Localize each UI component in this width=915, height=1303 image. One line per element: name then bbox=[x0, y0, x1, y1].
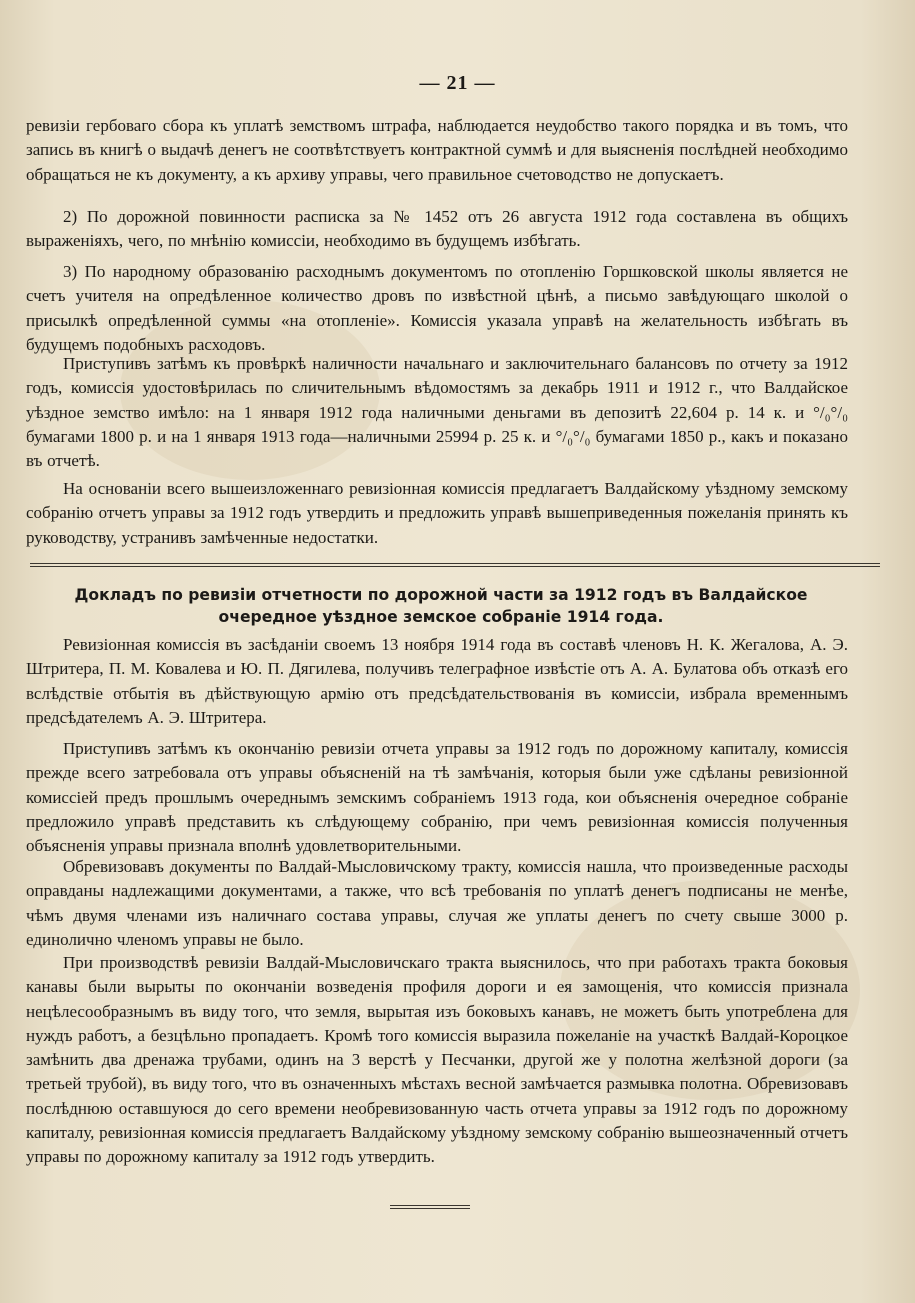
paragraph-block bbox=[26, 737, 848, 858]
paragraph-block bbox=[26, 205, 848, 254]
paragraph-road-duty: 2) По дорожной повинности расписка за № 1452 отъ 26 августа 1912 года составлена въ общихъ выраженіяхъ, чего, по мнѣнію комиссіи, необходимо въ будущемъ избѣгать. bbox=[26, 207, 848, 251]
paragraph-education: 3) По народному образованію расходнымъ документомъ по отопленію Горшковской школы является не счетъ учителя на опредѣленное количество дровъ по извѣстной цѣнѣ, а письмо завѣдующаго школой о присылкѣ опредѣленной суммы «на отопленіе». Комиссія указала управѣ на желательность избѣгать въ будущемъ подобныхъ расходовъ. bbox=[26, 262, 848, 354]
paragraph-block bbox=[26, 477, 848, 550]
paragraph-block bbox=[26, 114, 848, 187]
paragraph-commission-meeting: Ревизіонная комиссія въ засѣданіи своемъ 13 ноября 1914 года въ составѣ членовъ Н. К. Жегалова, А. Э. Штритера, П. М. Ковалева и Ю. П. Дягилева, получивъ телеграфное извѣстіе отъ А. А. Булатова объ отказѣ его вслѣдствіе отбытія въ дѣйствующую армію отъ предсѣдательствованія въ комиссіи, избрала временнымъ предсѣдателемъ А. Э. Штритера. bbox=[26, 635, 848, 727]
page-number: — 21 — bbox=[419, 72, 496, 94]
paragraph-block bbox=[26, 951, 848, 1170]
paragraph-conclusion: На основаніи всего вышеизложеннаго ревизіонная комиссія предлагаетъ Валдайскому уѣздному земскому собранію отчетъ управы за 1912 годъ утвердить и предложить управѣ вышеприведенныя пожеланія принять къ руководству, устранивъ замѣченные недостатки. bbox=[26, 479, 848, 547]
paragraph-continued: ревизіи гербоваго сбора къ уплатѣ земствомъ штрафа, наблюдается неудобство такого порядка и въ томъ, что запись въ книгѣ о выдачѣ денегъ не соотвѣтствуетъ контрактной суммѣ и для выясненія послѣдней необходимо обращаться не къ документу, а къ архиву управы, чего правильное счетоводство не допускаетъ. bbox=[26, 116, 848, 184]
paragraph-road-capital: Приступивъ затѣмъ къ окончанію ревизіи отчета управы за 1912 годъ по дорожному капиталу, комиссія прежде всего затребовала отъ управы объясненій на тѣ замѣчанія, которыя были уже сдѣланы ревизіонной комиссіей предъ прошлымъ очереднымъ земскимъ собраніемъ 1913 года, кои объясненія очередное собраніе предложило управѣ представить къ слѣдующему собранію, при чемъ ревизіонная комиссія полученныя объясненія управы признала вполнѣ удовлетворительными. bbox=[26, 739, 848, 856]
paragraph-balances: Приступивъ затѣмъ къ провѣркѣ наличности начальнаго и заключительнаго балансовъ по отчету за 1912 годъ, комиссія удостовѣрилась по сличительнымъ вѣдомостямъ за декабрь 1911 и 1912 г., что Валдайское уѣздное земство имѣло: на 1 января 1912 года наличными деньгами въ депозитѣ 22,604 р. 14 к. и °/₀°/₀ бумагами 1800 р. и на 1 января 1913 года—наличными 25994 р. 25 к. и °/₀°/₀ бумагами 1850 р., какъ и показано въ отчетѣ. bbox=[26, 354, 848, 471]
paragraph-tract-audit: При производствѣ ревизіи Валдай-Мысловичскаго тракта выяснилось, что при работахъ тракта боковыя канавы были вырыты по окончаніи возведенія профиля дороги и ея замощенія, что комиссія признала нецѣлесообразнымъ въ виду того, что земля, вырытая изъ боковыхъ канавъ, не можетъ быть употреблена для нуждъ работъ, а безцѣльно пропадаетъ. Кромѣ того комиссія выразила пожеланіе на участкѣ Валдай-Короцкое замѣнить два дренажа трубами, одинъ на 3 верстѣ у Песчанки, другой же у полотна желѣзной дороги (за третьей трубой), въ виду того, что въ означенныхъ мѣстахъ весной замѣчается размывка полотна. Обревизовавъ послѣднюю оставшуюся до сего времени необревизованную часть отчета управы за 1912 годъ по дорожному капиталу, ревизіонная комиссія предлагаетъ Валдайскому уѣздному земскому собранію вышеозначенный отчетъ управы по дорожному капиталу за 1912 годъ утвердить. bbox=[26, 953, 848, 1167]
report-heading: Докладъ по ревизіи отчетности по дорожной части за 1912 годъ въ Валдайское очередное уѣздное земское собраніе 1914 года. bbox=[74, 586, 808, 626]
section-divider bbox=[30, 563, 880, 567]
paragraph-block bbox=[26, 260, 848, 357]
paragraph-block bbox=[26, 855, 848, 952]
paragraph-block bbox=[26, 633, 848, 730]
paragraph-documents-audit: Обревизовавъ документы по Валдай-Мысловичскому тракту, комиссія нашла, что произведенные расходы оправданы надлежащими документами, а также, что всѣ требованія по уплатѣ денегъ подписаны не менѣе, чѣмъ двумя членами изъ наличнаго состава управы, случая же уплаты денегъ по счету свыше 3000 р. единолично членомъ управы не было. bbox=[26, 857, 848, 949]
paragraph-block bbox=[26, 352, 848, 473]
end-rule bbox=[390, 1205, 470, 1209]
